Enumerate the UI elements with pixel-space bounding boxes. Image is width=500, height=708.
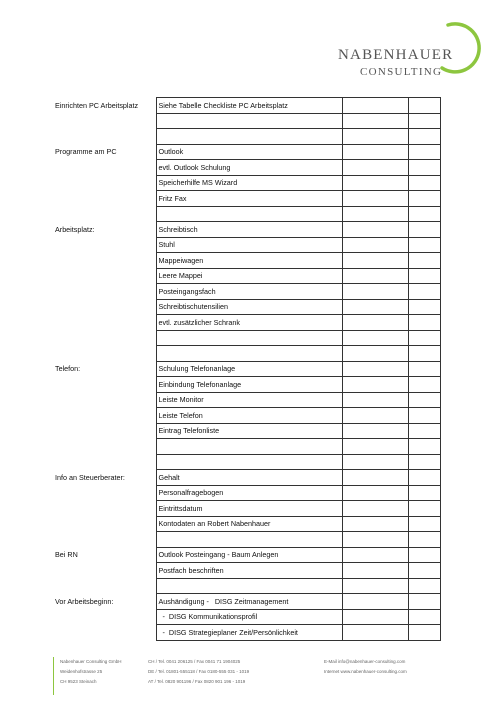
task-cell bbox=[156, 129, 342, 145]
check-cell bbox=[408, 501, 440, 517]
footer-line: Weidenhofstrasse 25 bbox=[60, 669, 103, 674]
table-row bbox=[53, 516, 440, 532]
table-row bbox=[53, 454, 440, 470]
check-cell bbox=[408, 423, 440, 439]
check-cell bbox=[408, 485, 440, 501]
table-row bbox=[53, 315, 440, 331]
category-label bbox=[53, 485, 156, 501]
task-cell: Eintrag Telefonliste bbox=[156, 423, 342, 439]
check-cell bbox=[342, 253, 408, 269]
check-cell bbox=[342, 377, 408, 393]
table-row bbox=[53, 129, 440, 145]
check-cell bbox=[342, 594, 408, 610]
table-row bbox=[53, 563, 440, 579]
task-cell: Schreibtischutensilien bbox=[156, 299, 342, 315]
category-label bbox=[53, 315, 156, 331]
table-row bbox=[53, 284, 440, 300]
check-cell bbox=[342, 206, 408, 222]
category-label bbox=[53, 578, 156, 594]
category-label bbox=[53, 516, 156, 532]
task-cell: Siehe Tabelle Checkliste PC Arbeitsplatz bbox=[156, 98, 342, 114]
check-cell bbox=[408, 144, 440, 160]
check-cell bbox=[408, 284, 440, 300]
task-cell bbox=[156, 330, 342, 346]
category-label: Programme am PC bbox=[55, 147, 117, 157]
check-cell bbox=[342, 361, 408, 377]
check-cell bbox=[342, 346, 408, 362]
check-cell bbox=[408, 392, 440, 408]
table-row bbox=[53, 377, 440, 393]
footer-line: DE / Tel. 01801-555118 / Fax 0180-555 031 - 1019 bbox=[148, 669, 250, 674]
logo-line-1: NABENHAUER bbox=[338, 47, 454, 63]
category-label bbox=[53, 284, 156, 300]
check-cell bbox=[408, 191, 440, 207]
table-row bbox=[53, 144, 440, 160]
category-label: Info an Steuerberater: bbox=[55, 472, 125, 482]
category-label bbox=[53, 160, 156, 176]
table-row bbox=[53, 222, 440, 238]
check-cell bbox=[342, 423, 408, 439]
category-label: Vor Arbeitsbeginn: bbox=[55, 596, 114, 606]
table-row bbox=[53, 594, 440, 610]
table-row bbox=[53, 547, 440, 563]
table-row bbox=[53, 175, 440, 191]
category-label bbox=[53, 330, 156, 346]
task-cell: Stuhl bbox=[156, 237, 342, 253]
category-label bbox=[53, 408, 156, 424]
check-cell bbox=[408, 377, 440, 393]
check-cell bbox=[342, 237, 408, 253]
check-cell bbox=[342, 485, 408, 501]
check-cell bbox=[408, 129, 440, 145]
task-cell bbox=[156, 113, 342, 129]
check-cell bbox=[408, 594, 440, 610]
table-row bbox=[53, 408, 440, 424]
task-cell: Schulung Telefonanlage bbox=[156, 361, 342, 377]
check-cell bbox=[342, 160, 408, 176]
table-row bbox=[53, 268, 440, 284]
category-label: Arbeitsplatz: bbox=[55, 224, 95, 234]
task-cell bbox=[156, 206, 342, 222]
check-cell bbox=[408, 330, 440, 346]
table-row bbox=[53, 485, 440, 501]
category-label bbox=[53, 206, 156, 222]
category-label bbox=[53, 439, 156, 455]
category-label bbox=[53, 268, 156, 284]
table-row bbox=[53, 625, 440, 641]
footer-line: AT / Tel. 0820 901196 / Fax 0820 901 196 - 1019 bbox=[148, 679, 246, 684]
check-cell bbox=[408, 439, 440, 455]
check-cell bbox=[408, 563, 440, 579]
check-cell bbox=[342, 392, 408, 408]
task-cell: - DISG Strategieplaner Zeit/Persönlichkeit bbox=[156, 625, 342, 641]
check-cell bbox=[408, 454, 440, 470]
check-cell bbox=[342, 191, 408, 207]
category-label bbox=[53, 175, 156, 191]
task-cell: evtl. Outlook Schulung bbox=[156, 160, 342, 176]
check-cell bbox=[342, 98, 408, 114]
category-label bbox=[53, 346, 156, 362]
check-cell bbox=[408, 113, 440, 129]
table-row bbox=[53, 206, 440, 222]
check-cell bbox=[342, 113, 408, 129]
table-row bbox=[53, 191, 440, 207]
check-cell bbox=[408, 578, 440, 594]
checklist-table bbox=[53, 97, 441, 641]
check-cell bbox=[408, 470, 440, 486]
check-cell bbox=[342, 408, 408, 424]
task-cell: Postfach beschriften bbox=[156, 563, 342, 579]
check-cell bbox=[342, 501, 408, 517]
task-cell: Mappeiwagen bbox=[156, 253, 342, 269]
check-cell bbox=[408, 516, 440, 532]
category-label bbox=[53, 237, 156, 253]
task-cell bbox=[156, 346, 342, 362]
task-cell: Einbindung Telefonanlage bbox=[156, 377, 342, 393]
category-label bbox=[53, 191, 156, 207]
task-cell: Schreibtisch bbox=[156, 222, 342, 238]
task-cell: Gehalt bbox=[156, 470, 342, 486]
footer bbox=[53, 657, 454, 695]
table-row bbox=[53, 237, 440, 253]
category-label: Telefon: bbox=[55, 364, 81, 374]
table-row bbox=[53, 330, 440, 346]
table-row bbox=[53, 361, 440, 377]
check-cell bbox=[342, 532, 408, 548]
check-cell bbox=[408, 268, 440, 284]
check-cell bbox=[408, 253, 440, 269]
task-cell: Leiste Monitor bbox=[156, 392, 342, 408]
check-cell bbox=[342, 144, 408, 160]
task-cell: Aushändigung - DISG Zeitmanagement bbox=[156, 594, 342, 610]
footer-line: Nabenhauer Consulting GmbH bbox=[60, 659, 122, 664]
category-label bbox=[53, 377, 156, 393]
task-cell: Personalfragebogen bbox=[156, 485, 342, 501]
check-cell bbox=[408, 98, 440, 114]
check-cell bbox=[342, 175, 408, 191]
check-cell bbox=[342, 129, 408, 145]
check-cell bbox=[408, 361, 440, 377]
footer-contact bbox=[324, 657, 407, 677]
check-cell bbox=[342, 625, 408, 641]
check-cell bbox=[342, 454, 408, 470]
task-cell bbox=[156, 454, 342, 470]
category-label bbox=[53, 129, 156, 145]
check-cell bbox=[408, 206, 440, 222]
table-row bbox=[53, 160, 440, 176]
check-cell bbox=[342, 563, 408, 579]
footer-address bbox=[60, 657, 122, 687]
table-row bbox=[53, 253, 440, 269]
task-cell: Leere Mappei bbox=[156, 268, 342, 284]
category-label bbox=[53, 113, 156, 129]
category-label: Einrichten PC Arbeitsplatz bbox=[55, 100, 139, 110]
footer-line: Internet www.nabenhauer-consulting.com bbox=[324, 669, 407, 674]
check-cell bbox=[342, 439, 408, 455]
task-cell bbox=[156, 578, 342, 594]
table-row bbox=[53, 392, 440, 408]
check-cell bbox=[408, 160, 440, 176]
check-cell bbox=[342, 547, 408, 563]
category-label bbox=[53, 501, 156, 517]
category-label bbox=[53, 625, 156, 641]
task-cell: - DISG Kommunikationsprofil bbox=[156, 609, 342, 625]
table-row bbox=[53, 113, 440, 129]
check-cell bbox=[408, 299, 440, 315]
footer-line: CH 9523 Steinach bbox=[60, 679, 97, 684]
check-cell bbox=[342, 299, 408, 315]
check-cell bbox=[408, 625, 440, 641]
logo-line-2: CONSULTING bbox=[360, 66, 443, 78]
table-row bbox=[53, 346, 440, 362]
check-cell bbox=[342, 330, 408, 346]
check-cell bbox=[342, 222, 408, 238]
category-label bbox=[53, 454, 156, 470]
category-label bbox=[53, 563, 156, 579]
table-row bbox=[53, 578, 440, 594]
task-cell: Outlook Posteingang - Baum Anlegen bbox=[156, 547, 342, 563]
table-row bbox=[53, 439, 440, 455]
table-row bbox=[53, 423, 440, 439]
task-cell bbox=[156, 439, 342, 455]
footer-line: CH / Tel. 0041 206125 / Fax 0041 71 1904025 bbox=[148, 659, 241, 664]
check-cell bbox=[408, 315, 440, 331]
footer-phone bbox=[148, 657, 249, 687]
task-cell: Eintrittsdatum bbox=[156, 501, 342, 517]
check-cell bbox=[408, 222, 440, 238]
check-cell bbox=[408, 346, 440, 362]
table-row bbox=[53, 532, 440, 548]
task-cell: Fritz Fax bbox=[156, 191, 342, 207]
company-logo bbox=[330, 16, 490, 76]
check-cell bbox=[408, 237, 440, 253]
category-label: Bei RN bbox=[55, 550, 78, 560]
task-cell: Kontodaten an Robert Nabenhauer bbox=[156, 516, 342, 532]
category-label bbox=[53, 532, 156, 548]
category-label bbox=[53, 253, 156, 269]
task-cell bbox=[156, 532, 342, 548]
task-cell: evtl. zusätzlicher Schrank bbox=[156, 315, 342, 331]
check-cell bbox=[342, 284, 408, 300]
task-cell: Outlook bbox=[156, 144, 342, 160]
task-cell: Speicherhilfe MS Wizard bbox=[156, 175, 342, 191]
table-row bbox=[53, 609, 440, 625]
check-cell bbox=[342, 516, 408, 532]
check-cell bbox=[342, 609, 408, 625]
table-row bbox=[53, 501, 440, 517]
task-cell: Posteingangsfach bbox=[156, 284, 342, 300]
table-row bbox=[53, 98, 440, 114]
check-cell bbox=[408, 547, 440, 563]
check-cell bbox=[342, 470, 408, 486]
check-cell bbox=[408, 408, 440, 424]
check-cell bbox=[342, 268, 408, 284]
table-row bbox=[53, 299, 440, 315]
check-cell bbox=[342, 578, 408, 594]
category-label bbox=[53, 392, 156, 408]
check-cell bbox=[408, 609, 440, 625]
task-cell: Leiste Telefon bbox=[156, 408, 342, 424]
table-row bbox=[53, 470, 440, 486]
category-label bbox=[53, 423, 156, 439]
check-cell bbox=[342, 315, 408, 331]
category-label bbox=[53, 299, 156, 315]
check-cell bbox=[408, 532, 440, 548]
category-label bbox=[53, 609, 156, 625]
check-cell bbox=[408, 175, 440, 191]
footer-line: E-Mail info@nabenhauer-consulting.com bbox=[324, 659, 406, 664]
